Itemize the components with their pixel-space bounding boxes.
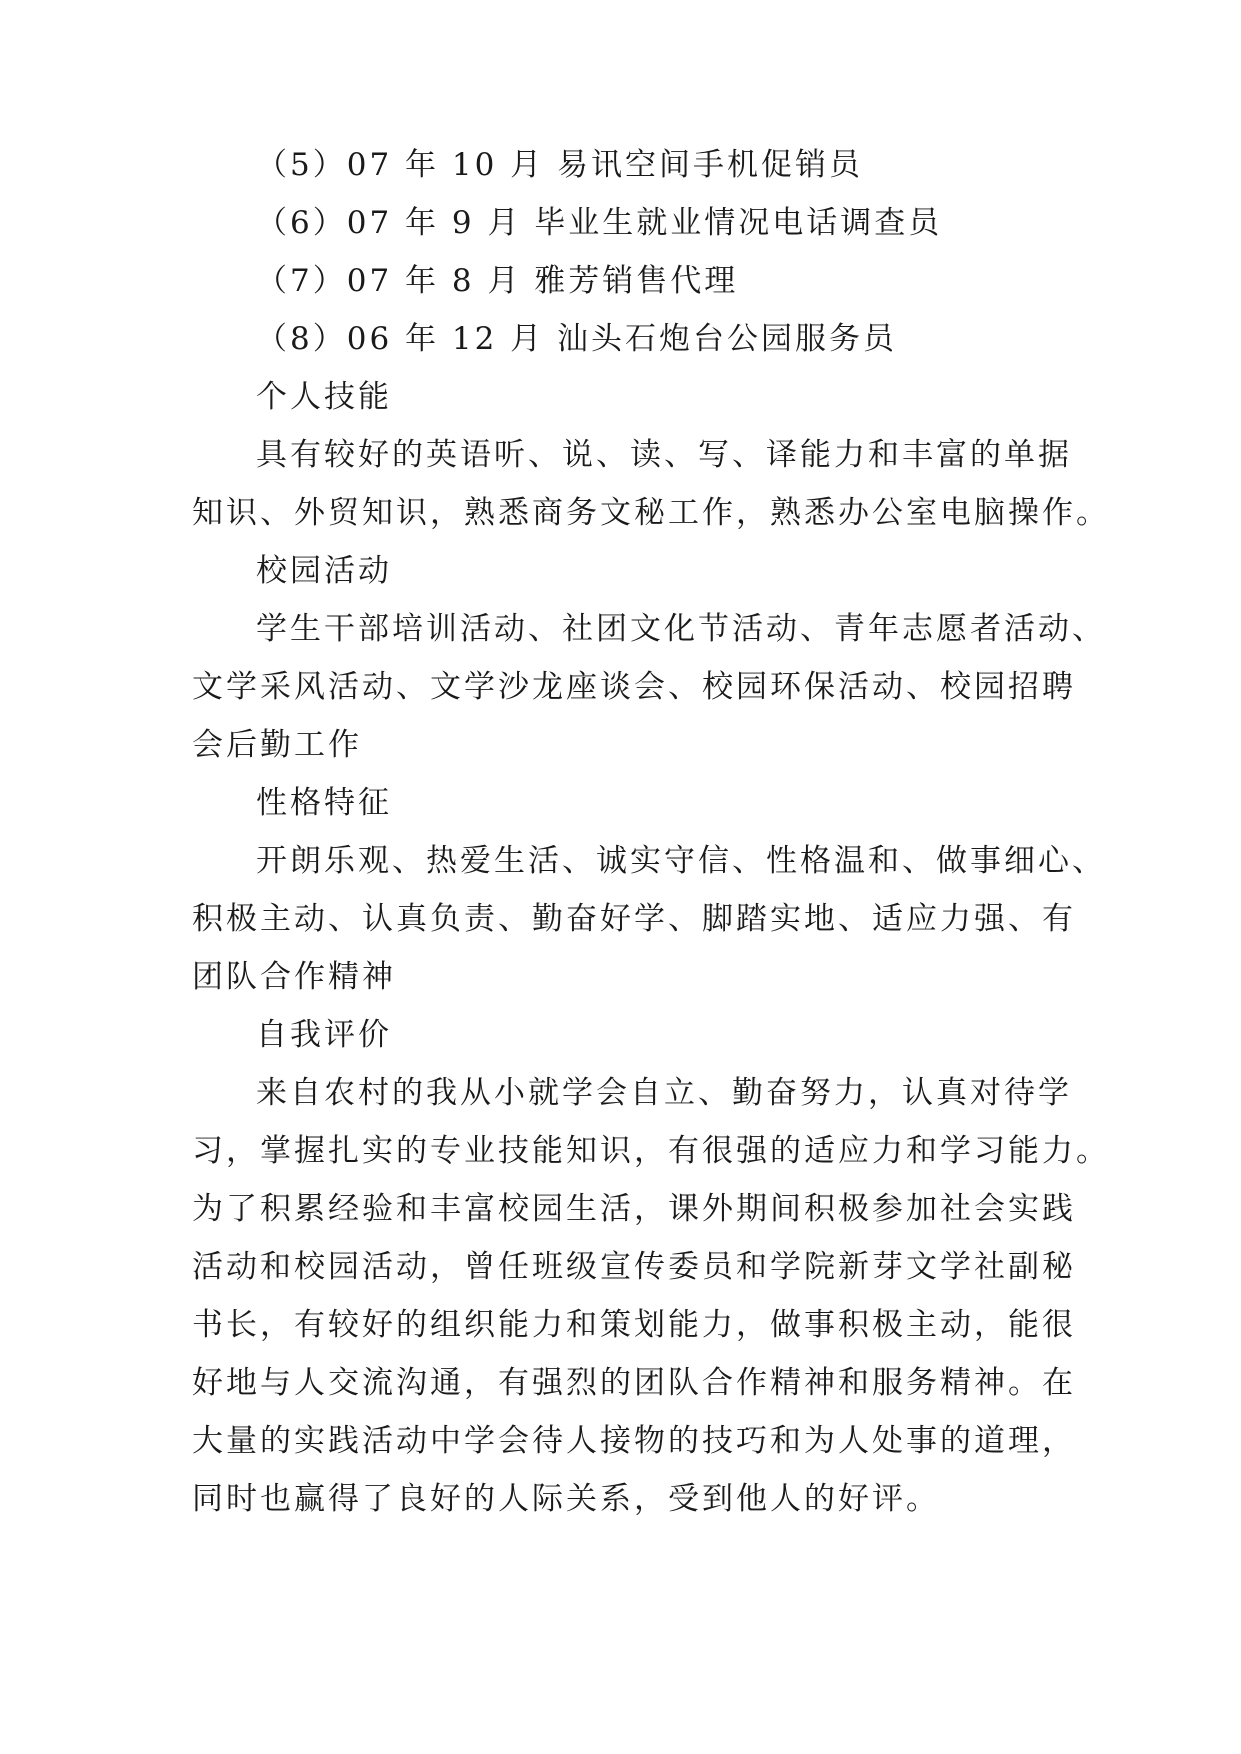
- work-item: （6）07 年 9 月 毕业生就业情况电话调查员: [256, 205, 943, 241]
- paragraph-line: 习，掌握扎实的专业技能知识，有很强的适应力和学习能力。: [192, 1133, 1110, 1169]
- section-heading-personality: 性格特征: [256, 785, 392, 821]
- paragraph-line: 来自农村的我从小就学会自立、勤奋努力，认真对待学: [256, 1075, 1072, 1111]
- paragraph-line: 积极主动、认真负责、勤奋好学、脚踏实地、适应力强、有: [192, 901, 1076, 937]
- paragraph-line: 学生干部培训活动、社团文化节活动、青年志愿者活动、: [256, 611, 1106, 647]
- section-heading-skills: 个人技能: [256, 379, 392, 415]
- paragraph-line: 会后勤工作: [192, 727, 362, 763]
- paragraph-line: 文学采风活动、文学沙龙座谈会、校园环保活动、校园招聘: [192, 669, 1076, 705]
- work-item: （8）06 年 12 月 汕头石炮台公园服务员: [256, 321, 898, 357]
- paragraph-line: 团队合作精神: [192, 959, 396, 995]
- section-heading-self-evaluation: 自我评价: [256, 1017, 392, 1053]
- paragraph-line: 具有较好的英语听、说、读、写、译能力和丰富的单据: [256, 437, 1072, 473]
- paragraph-line: 同时也赢得了良好的人际关系，受到他人的好评。: [192, 1481, 940, 1517]
- section-heading-campus: 校园活动: [256, 553, 392, 589]
- paragraph-line: 好地与人交流沟通，有强烈的团队合作精神和服务精神。在: [192, 1365, 1076, 1401]
- work-item: （7）07 年 8 月 雅芳销售代理: [256, 263, 739, 299]
- work-item: （5）07 年 10 月 易讯空间手机促销员: [256, 147, 864, 183]
- paragraph-line: 活动和校园活动，曾任班级宣传委员和学院新芽文学社副秘: [192, 1249, 1076, 1285]
- paragraph-line: 开朗乐观、热爱生活、诚实守信、性格温和、做事细心、: [256, 843, 1106, 879]
- paragraph-line: 为了积累经验和丰富校园生活，课外期间积极参加社会实践: [192, 1191, 1076, 1227]
- paragraph-line: 知识、外贸知识，熟悉商务文秘工作，熟悉办公室电脑操作。: [192, 495, 1110, 531]
- resume-body: [192, 136, 1110, 1528]
- paragraph-line: 大量的实践活动中学会待人接物的技巧和为人处事的道理，: [192, 1423, 1076, 1459]
- paragraph-line: 书长，有较好的组织能力和策划能力，做事积极主动，能很: [192, 1307, 1076, 1343]
